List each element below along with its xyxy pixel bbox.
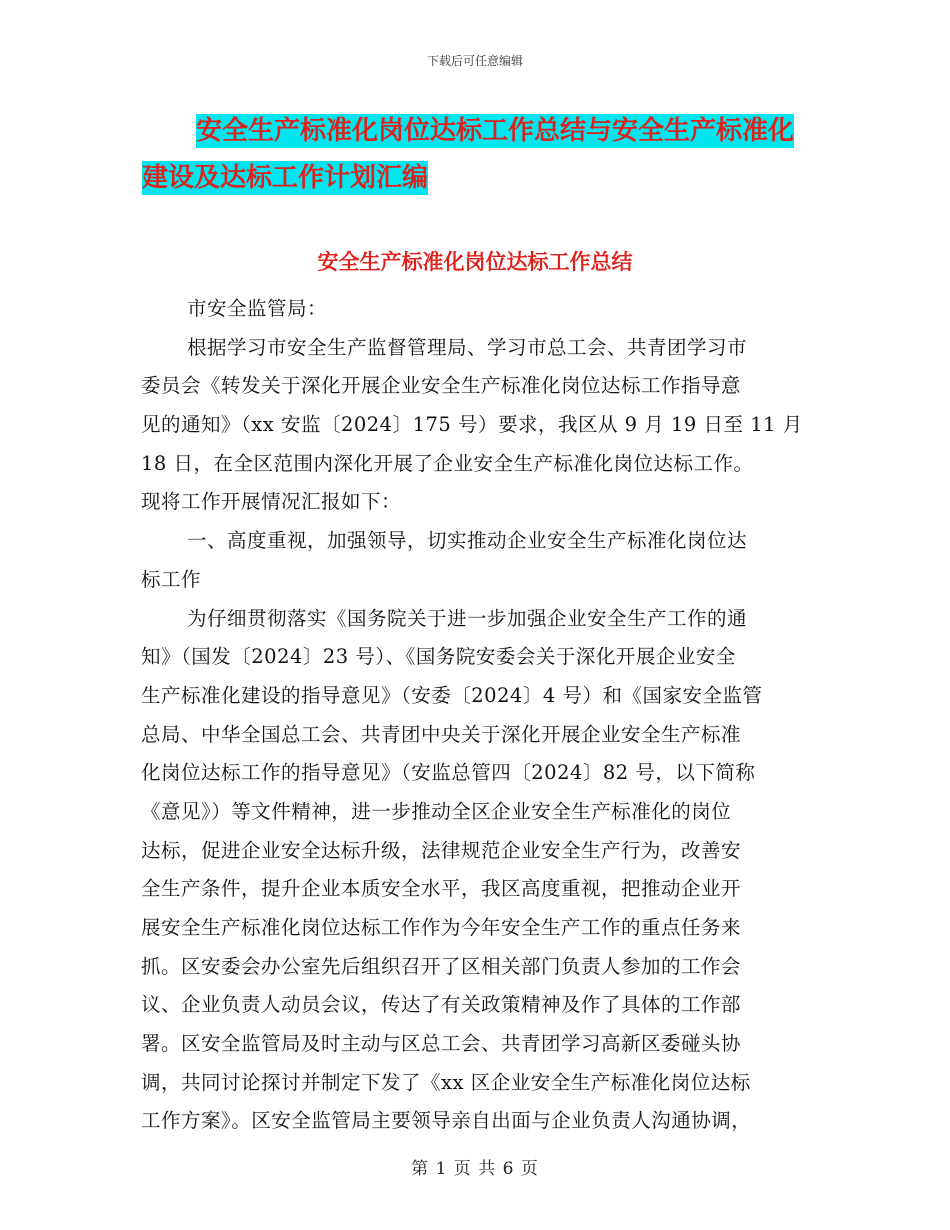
body-line: 《意见》）等文件精神，进一步推动全区企业安全生产标准化的岗位 [141,799,732,823]
body-line: 议、企业负责人动员会议，传达了有关政策精神及作了具体的工作部 [141,993,742,1017]
page-header-note: 下载后可任意编辑 [426,54,523,68]
body-line: 根据学习市安全生产监督管理局、学习市总工会、共青团学习市 [187,335,748,359]
body-line: 化岗位达标工作的指导意见》（安监总管四〔2024〕82 号，以下简称 [141,761,756,785]
body-line: 18 日，在全区范围内深化开展了企业安全生产标准化岗位达标工作。 [141,451,754,475]
body-line: 达标，促进企业安全达标升级，法律规范企业安全生产行为，改善安 [141,838,742,862]
title-line-2: 建设及达标工作计划汇编 [142,163,429,193]
body-line: 一、高度重视，加强领导，切实推动企业安全生产标准化岗位达 [187,529,748,553]
document-title [140,108,830,202]
body-line: 总局、中华全国总工会、共青团中央关于深化开展企业安全生产标准 [141,722,742,746]
body-line: 调，共同讨论探讨并制定下发了《xx 区企业安全生产标准化岗位达标 [141,1070,751,1094]
section-heading: 安全生产标准化岗位达标工作总结 [317,250,633,274]
page-number: 第 1 页 共 6 页 [411,1159,539,1179]
body-line: 抓。区安委会办公室先后组织召开了区相关部门负责人参加的工作会 [141,954,742,978]
body-line: 展安全生产标准化岗位达标工作作为今年安全生产工作的重点任务来 [141,916,742,939]
body-line: 知》（国发〔2024〕23 号）、《国务院安委会关于深化开展企业安全 [141,645,736,669]
body-line: 署。区安全监管局及时主动与区总工会、共青团学习高新区委碰头协 [141,1032,742,1056]
body-line: 现将工作开展情况汇报如下： [141,490,402,514]
body-line: 委员会《转发关于深化开展企业安全生产标准化岗位达标工作指导意 [141,374,742,398]
title-line-1: 安全生产标准化岗位达标工作总结与安全生产标准化 [196,116,795,146]
body-line: 见的通知》（xx 安监〔2024〕175 号）要求，我区从 9 月 19 日至 11 月 [141,413,803,437]
body-text [141,290,811,1141]
body-line: 标工作 [141,567,202,591]
body-line: 全生产条件，提升企业本质安全水平，我区高度重视，把推动企业开 [141,877,742,901]
body-line: 市安全监管局： [187,297,328,320]
body-line: 生产标准化建设的指导意见》（安委〔2024〕4 号）和《国家安全监管 [141,683,763,707]
body-line: 为仔细贯彻落实《国务院关于进一步加强企业安全生产工作的通 [187,606,748,630]
body-line: 工作方案》。区安全监管局主要领导亲自出面与企业负责人沟通协调， [141,1109,752,1133]
